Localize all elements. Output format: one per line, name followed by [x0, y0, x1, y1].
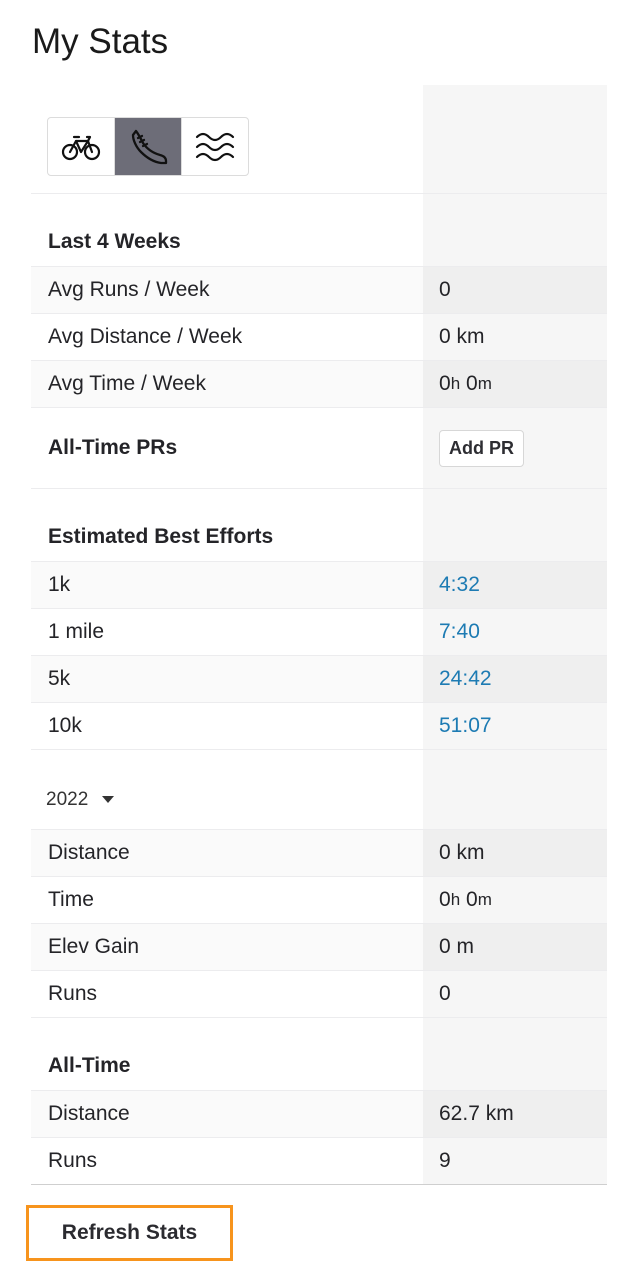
- year-runs-row: Runs 0: [31, 971, 607, 1018]
- refresh-stats-highlight: [26, 1205, 233, 1261]
- year-time-value: 0 h 0 m: [423, 877, 607, 923]
- best-effort-link[interactable]: 7:40: [439, 620, 480, 643]
- year-time-row: Time 0 h 0 m: [31, 877, 607, 924]
- stats-panel: [31, 85, 607, 1185]
- running-shoe-icon: [127, 126, 169, 168]
- all-time-header: All-Time: [31, 1018, 607, 1091]
- year-elev-row: Elev Gain 0 m: [31, 924, 607, 971]
- page-title: My Stats: [32, 22, 169, 61]
- bicycle-icon: [61, 133, 101, 161]
- best-effort-row: 1k 4:32: [31, 562, 607, 609]
- year-distance-row: Distance 0 km: [31, 830, 607, 877]
- avg-runs-row: Avg Runs / Week 0: [31, 267, 607, 314]
- best-effort-row: 10k 51:07: [31, 703, 607, 750]
- best-effort-link[interactable]: 51:07: [439, 714, 492, 737]
- avg-distance-row: Avg Distance / Week 0 km: [31, 314, 607, 361]
- all-time-runs-row: Runs 9: [31, 1138, 607, 1185]
- year-select-row: [31, 750, 607, 830]
- last-4-weeks-header: Last 4 Weeks: [31, 194, 607, 267]
- avg-time-value: 0 h 0 m: [423, 361, 607, 407]
- refresh-stats-button[interactable]: Refresh Stats: [61, 1221, 198, 1244]
- best-effort-link[interactable]: 4:32: [439, 573, 480, 596]
- best-effort-row: 1 mile 7:40: [31, 609, 607, 656]
- sport-selector-row: [31, 85, 607, 194]
- all-time-prs-row: All-Time PRs Add PR: [31, 408, 607, 489]
- best-effort-row: 5k 24:42: [31, 656, 607, 703]
- run-tab[interactable]: [115, 118, 182, 175]
- swim-tab[interactable]: [182, 118, 248, 175]
- sport-switch: [47, 117, 249, 176]
- best-efforts-header: Estimated Best Efforts: [31, 489, 607, 562]
- ride-tab[interactable]: [48, 118, 115, 175]
- best-effort-link[interactable]: 24:42: [439, 667, 492, 690]
- year-dropdown[interactable]: 2022: [46, 789, 114, 811]
- water-waves-icon: [195, 129, 235, 165]
- avg-time-row: Avg Time / Week 0 h 0 m: [31, 361, 607, 408]
- add-pr-button[interactable]: Add PR: [439, 430, 524, 467]
- all-time-distance-row: Distance 62.7 km: [31, 1091, 607, 1138]
- caret-down-icon: [102, 796, 114, 803]
